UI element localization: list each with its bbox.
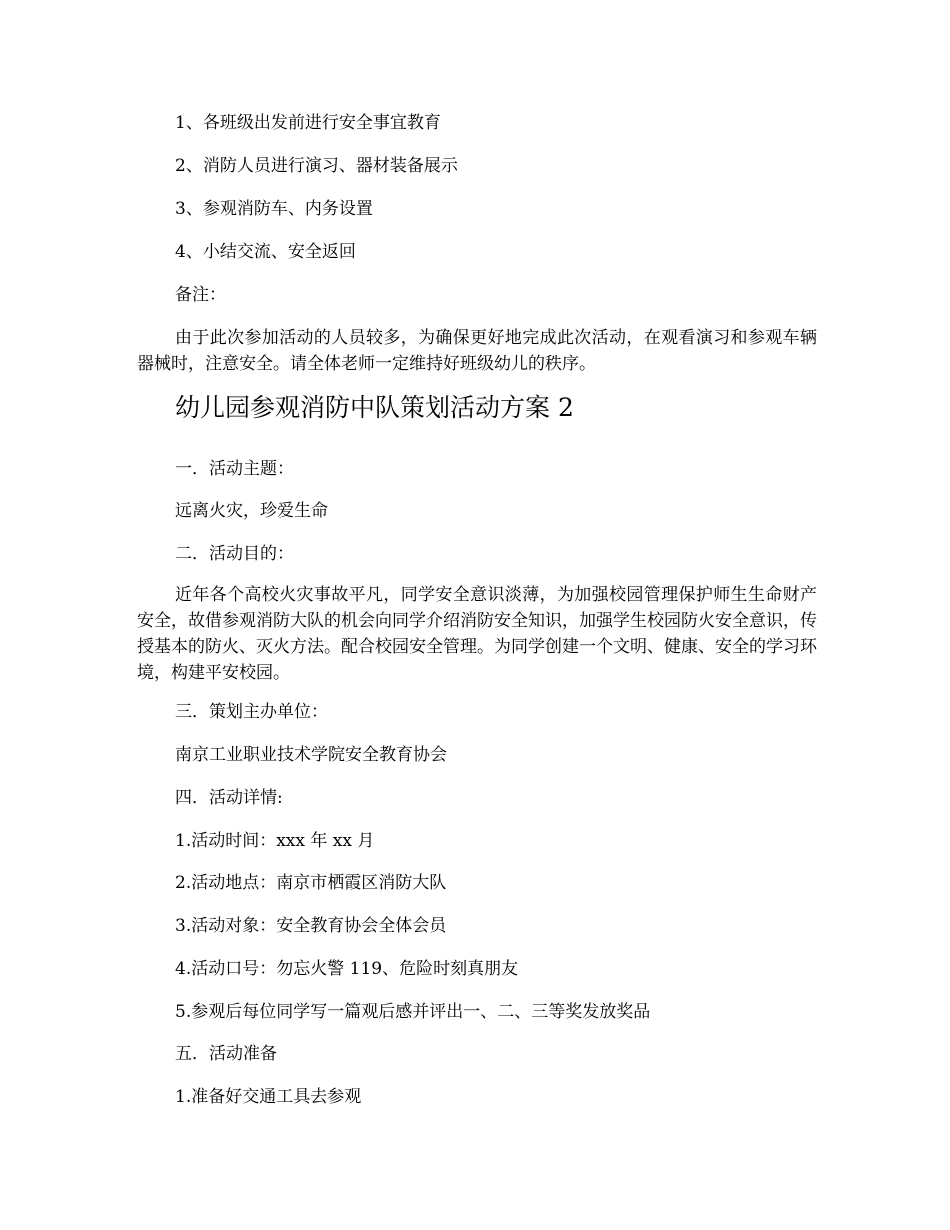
section-title: 幼儿园参观消防中队策划活动方案 2: [175, 393, 574, 422]
details-item: 3.活动对象：安全教育协会全体会员: [175, 916, 447, 936]
theme-heading: 一．活动主题：: [175, 459, 294, 479]
prep-heading: 五．活动准备: [175, 1044, 277, 1064]
step-item: 1、各班级出发前进行安全事宜教育: [175, 113, 441, 133]
details-item: 2.活动地点：南京市栖霞区消防大队: [175, 873, 447, 893]
details-item: 4.活动口号：勿忘火警 119、危险时刻真朋友: [175, 959, 519, 979]
step-item: 2、消防人员进行演习、器材装备展示: [175, 156, 458, 176]
details-heading: 四．活动详情:: [175, 788, 283, 808]
note-paragraph: 由于此次参加活动的人员较多，为确保更好地完成此次活动，在观看演习和参观车辆器械时，注意安全。请全体老师一定维持好班级幼儿的秩序。: [137, 328, 817, 374]
details-item: 5.参观后每位同学写一篇观后感并评出一、二、三等奖发放奖品: [175, 1002, 651, 1022]
organizer-heading: 三．策划主办单位：: [175, 702, 328, 722]
purpose-heading: 二．活动目的：: [175, 544, 294, 564]
organizer-text: 南京工业职业技术学院安全教育协会: [175, 745, 447, 765]
step-item: 3、参观消防车、内务设置: [175, 199, 373, 219]
theme-text: 远离火灾，珍爱生命: [175, 501, 328, 521]
purpose-paragraph: 近年各个高校火灾事故平凡，同学安全意识淡薄，为加强校园管理保护师生生命财产安全，故借参观消防大队的机会向同学介绍消防安全知识，加强学生校园防火安全意识，传授基本的防火、灭火方法。配合校园安全管理。为同学创建一个文明、健康、安全的学习环境，构建平安校园。: [137, 585, 817, 683]
step-item: 4、小结交流、安全返回: [175, 242, 356, 262]
prep-item: 1.准备好交通工具去参观: [175, 1087, 362, 1107]
details-item: 1.活动时间：xxx 年 xx 月: [175, 831, 375, 851]
note-label: 备注：: [175, 285, 226, 305]
